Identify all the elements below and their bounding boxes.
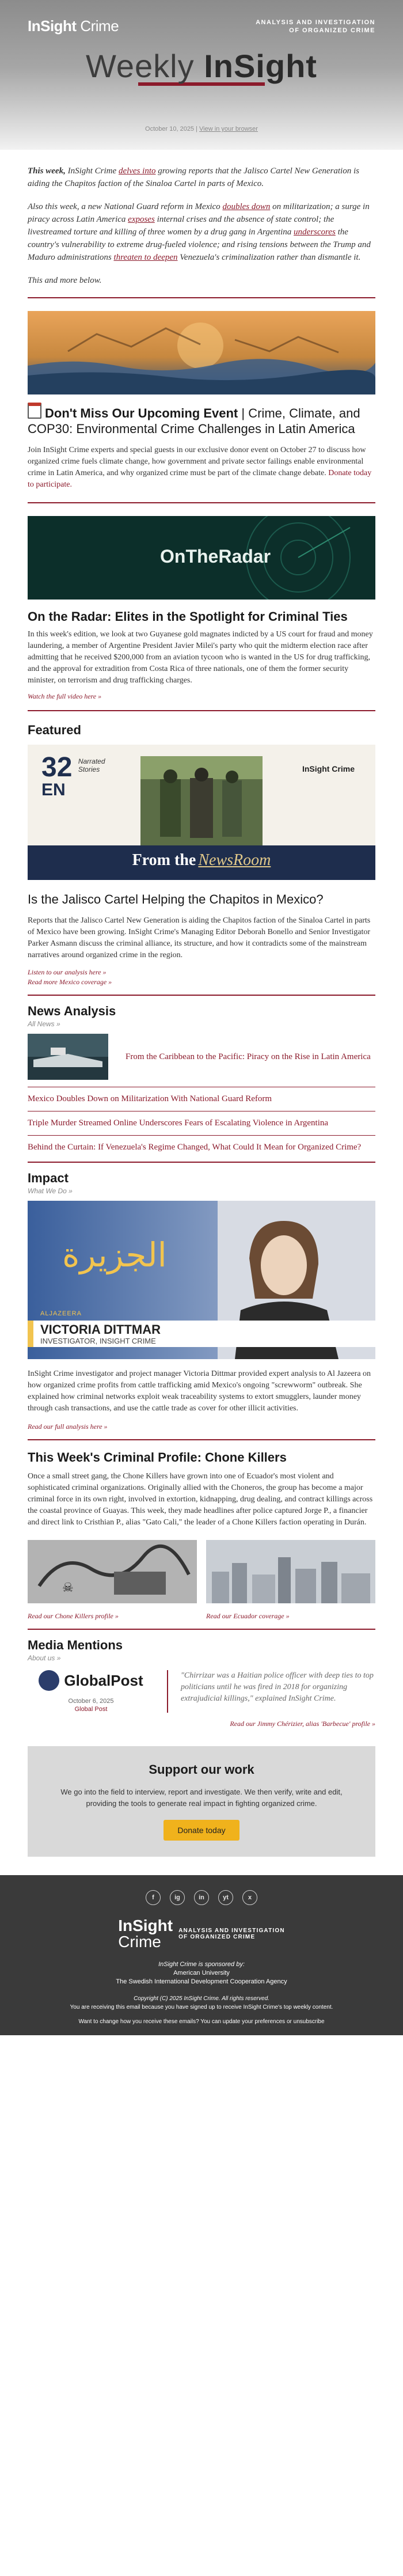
youtube-icon[interactable]: yt — [218, 1890, 233, 1905]
footer-logo-main: InSight — [118, 1917, 173, 1934]
logo-sub: Crime — [80, 17, 119, 35]
profile-images — [28, 1540, 375, 1621]
globalpost-logo — [28, 1670, 154, 1691]
intro-paragraph-2 — [28, 200, 375, 264]
about-us-link[interactable]: About us » — [28, 1654, 61, 1662]
support-box — [28, 1746, 375, 1857]
profile-photo-graffiti — [28, 1540, 197, 1603]
news-item[interactable] — [0, 1087, 403, 1111]
divider — [28, 710, 375, 711]
intro-text: Also this week, a new National Guard reform in Mexico — [28, 202, 220, 211]
featured-body: Reports that the Jalisco Cartel New Generation is aiding the Chapitos faction of the Sinaloa Cartel in parts of Mexico have been growing. InSight Crime's Managing Editor Deborah Bonello and Senior Investigator Parker Asmann discuss the criminal alliance, its structure, and how it contradicts some of the mainstream narratives around organized crime in the region. — [28, 916, 371, 959]
header — [0, 0, 403, 150]
chone-killers-profile-link[interactable]: Read our Chone Killers profile » — [28, 1612, 119, 1620]
divider — [28, 502, 375, 503]
linkedin-icon[interactable]: in — [194, 1890, 209, 1905]
mention-quote: "Chirrizar was a Haitian police officer with deep ties to top politicians until he was fired in 2018 for organizing extrajudicial killings," explained InSight Crime. — [181, 1671, 374, 1703]
profile-body: Once a small street gang, the Chone Killers have grown into one of Ecuador's most violent and sophisticated criminal organizations. Originally allied with the Choneros, the group has become a major criminal force in its own right, involved in extortion, kidnapping, drug dealing, and contract killings across the coastal province of Guayas. This week, they made headlines after police captured Jorge P., a financier and direct link to Cristhian P., alias "Gato Cali," the leader of a Chone Killers faction operating in Durán. — [28, 1472, 373, 1527]
barbecue-profile-link[interactable]: Read our Jimmy Chérizier, alias 'Barbecue' profile » — [230, 1720, 375, 1728]
title-light: Weekly — [86, 48, 195, 84]
preferences-link[interactable]: Want to change how you receive these emails? You can update your preferences or unsubscribe — [78, 2019, 325, 2025]
event-donate-link[interactable]: Donate today to participate. — [28, 469, 372, 489]
media-outlet[interactable] — [28, 1670, 154, 1713]
intro-link-underscores[interactable]: underscores — [294, 227, 336, 237]
sponsors — [28, 1960, 375, 1986]
lower-third-name: VICTORIA DITTMAR — [40, 1322, 161, 1337]
globe-icon — [39, 1670, 59, 1691]
radar-video-link[interactable]: Watch the full video here » — [28, 692, 102, 700]
news-item[interactable] — [0, 1136, 403, 1159]
event-title-light: | Crime, Climate, and COP30: Environmental Crime Challenges in Latin America — [28, 406, 360, 436]
featured-article — [0, 891, 403, 987]
sponsor-name: The Swedish International Development Cooperation Agency — [116, 1978, 287, 1985]
profile-photo-city — [206, 1540, 375, 1603]
quote-rule — [167, 1670, 168, 1713]
intro-text: Venezuela's criminalization rather than dismantle it. — [180, 253, 361, 262]
badge-language: EN — [41, 780, 66, 799]
event-body — [28, 445, 375, 491]
intro-lead: This week, — [28, 166, 66, 176]
event-title[interactable] — [28, 403, 375, 437]
media-mention — [28, 1670, 375, 1713]
intro-link-exposes[interactable]: exposes — [128, 215, 155, 224]
radar-banner-text: OnTheRadar — [160, 546, 271, 567]
banner-newsroom: NewsRoom — [198, 851, 271, 869]
support-body: We go into the field to interview, report and investigate. We then verify, write and edit, providing the tools to generate real impact in fighting organized crime. — [60, 1788, 343, 1808]
event-body-text: Join InSight Crime experts and special guests in our exclusive donor event on October 27 to discuss how organized crime fuels climate change, how government and private sector failings enable environmental crime in Latin America, and why organized crime must be part of the climate change debate. — [28, 446, 366, 477]
event-title-bold: Don't Miss Our Upcoming Event — [45, 406, 238, 420]
divider — [28, 297, 375, 298]
outlet-name: GlobalPost — [64, 1671, 143, 1689]
divider — [28, 1439, 375, 1440]
x-icon[interactable]: x — [242, 1890, 257, 1905]
sponsor-name: American University — [173, 1970, 230, 1976]
badge-label-2: Stories — [78, 765, 100, 773]
svg-text:☠: ☠ — [62, 1581, 74, 1595]
intro — [0, 150, 403, 287]
featured-logo: InSight Crime — [302, 764, 355, 773]
what-we-do-link[interactable]: What We Do » — [28, 1187, 73, 1195]
tagline-line-1: ANALYSIS AND INVESTIGATION — [256, 18, 375, 26]
impact-image[interactable] — [28, 1201, 375, 1359]
event-banner-art — [28, 311, 375, 394]
intro-text: the country's vulnerability to extreme drug-fueled violence; and rising tensions between the Trump and Maduro administrations — [28, 227, 371, 262]
news-item[interactable] — [0, 1111, 403, 1135]
featured-image[interactable] — [28, 745, 375, 880]
sponsor-intro: InSight Crime is sponsored by: — [158, 1961, 245, 1968]
media-section — [0, 1638, 403, 1662]
divider — [28, 995, 375, 996]
instagram-icon[interactable]: ig — [170, 1890, 185, 1905]
newsroom-banner — [28, 851, 375, 870]
radar-title[interactable]: On the Radar: Elites in the Spotlight for Criminal Ties — [28, 609, 348, 624]
featured-listen-link[interactable]: Listen to our analysis here » — [28, 968, 107, 976]
intro-link-delves[interactable]: delves into — [118, 166, 156, 176]
social-links — [28, 1890, 375, 1905]
news-item-link[interactable]: Mexico Doubles Down on Militarization With National Guard Reform — [28, 1094, 272, 1103]
profile-section — [0, 1450, 403, 1528]
impact-body: InSight Crime investigator and project manager Victoria Dittmar provided expert analysis to Al Jazeera on how organized crime profits from cattle trafficking amid Mexico's ongoing "screwworm" outbreak. She explained how criminal networks exploit weak traceability systems to extort smugglers, launder money through cash transactions, and use the cattle trade as cover for other illicit activities. — [28, 1369, 371, 1413]
divider — [28, 1629, 375, 1630]
news-heading: News Analysis — [28, 1004, 116, 1018]
radar-section — [0, 609, 403, 701]
news-item-thumbnail — [28, 1034, 108, 1080]
intro-text: growing reports that the Jalisco Cartel New Generation is aiding the Chapitos faction of the Sinaloa Cartel in parts of Mexico. — [28, 166, 359, 188]
aljazeera-logo: الجزيرة — [62, 1235, 167, 1274]
impact-heading: Impact — [28, 1171, 69, 1185]
intro-paragraph-1 — [28, 165, 375, 190]
subscription-reason: You are receiving this email because you have signed up to receive InSight Crime's top weekly content. — [70, 2004, 333, 2010]
dateline: October 10, 2025 | View in your browser — [145, 126, 258, 132]
title-bold: InSight — [204, 48, 317, 84]
tagline-line-2: OF ORGANIZED CRIME — [289, 26, 375, 34]
all-news-link[interactable]: All News » — [28, 1020, 60, 1028]
news-section — [0, 1004, 403, 1028]
featured-mexico-link[interactable]: Read more Mexico coverage » — [28, 978, 112, 986]
ecuador-coverage-link[interactable]: Read our Ecuador coverage » — [206, 1612, 290, 1620]
event-section — [0, 403, 403, 491]
footer-tagline-2: OF ORGANIZED CRIME — [178, 1934, 256, 1940]
footer — [0, 1875, 403, 2035]
lower-third — [28, 1321, 375, 1347]
footer-legal — [28, 1994, 375, 2012]
banner-from: From the — [132, 851, 196, 869]
event-banner-image[interactable] — [28, 311, 375, 394]
support-heading: Support our work — [149, 1762, 254, 1777]
news-item-link[interactable]: Behind the Curtain: If Venezuela's Regime Changed, What Could It Mean for Organized Crime? — [28, 1143, 362, 1152]
featured-heading: Featured — [28, 723, 81, 737]
header-tagline — [256, 18, 375, 35]
intro-link-threaten[interactable]: threaten to deepen — [113, 253, 178, 262]
media-link-row — [0, 1718, 403, 1729]
news-item-link[interactable]: From the Caribbean to the Pacific: Piracy on the Rise in Latin America — [126, 1052, 371, 1061]
impact-analysis-link[interactable]: Read our full analysis here » — [28, 1422, 108, 1431]
mention-source: Global Post — [74, 1706, 108, 1713]
donate-button[interactable]: Donate today — [164, 1820, 239, 1841]
intro-text: InSight Crime — [67, 166, 117, 176]
impact-section — [0, 1171, 403, 1195]
footer-tagline-1: ANALYSIS AND INVESTIGATION — [178, 1928, 285, 1934]
news-item-link[interactable]: Triple Murder Streamed Online Underscores Fears of Escalating Violence in Argentina — [28, 1118, 329, 1128]
badge-label-1: Narrated — [78, 757, 105, 765]
logo-main: InSight — [28, 17, 77, 35]
aljazeera-wordmark: ALJAZEERA — [40, 1310, 82, 1317]
facebook-icon[interactable]: f — [146, 1890, 161, 1905]
featured-title[interactable]: Is the Jalisco Cartel Helping the Chapitos in Mexico? — [28, 892, 324, 906]
intro-link-doubles-down[interactable]: doubles down — [222, 202, 271, 211]
profile-card[interactable] — [28, 1540, 197, 1621]
footer-logo[interactable] — [28, 1918, 375, 1950]
divider — [28, 1162, 375, 1163]
view-in-browser-link[interactable]: View in your browser — [199, 126, 258, 132]
logo[interactable] — [28, 17, 119, 35]
news-item-featured[interactable] — [28, 1034, 375, 1080]
footer-logo-sub: Crime — [118, 1933, 161, 1951]
lower-third-role: INVESTIGATOR, INSIGHT CRIME — [40, 1337, 156, 1345]
copyright: Copyright (C) 2025 InSight Crime. All rights reserved. — [134, 1995, 269, 2002]
issue-date: October 10, 2025 — [145, 126, 195, 132]
mention-date: October 6, 2025 — [68, 1698, 114, 1705]
profile-title[interactable]: This Week's Criminal Profile: Chone Killers — [28, 1450, 287, 1465]
intro-paragraph-3: This and more below. — [28, 276, 102, 285]
radar-banner-image[interactable] — [28, 516, 375, 600]
calendar-icon — [28, 403, 41, 419]
featured-section — [0, 723, 403, 738]
profile-card[interactable] — [206, 1540, 375, 1621]
intro-text: on militarization; a surge in piracy across Latin America — [28, 202, 370, 224]
badge-number: 32 — [41, 752, 73, 783]
impact-article — [0, 1368, 403, 1431]
newsletter-title — [0, 47, 403, 86]
radar-body: In this week's edition, we look at two Guyanese gold magnates indicted by a US court for fraud and money laundering, a member of Argentine President Javier Milei's party who quit the midterm election race after admitting that he received $200,000 from an aviation tycoon who is wanted in the US for drug trafficking, and the approval for extradition from Costa Rica of three nationals, one of them the former security minister, on terrorism and drug trafficking charges. — [28, 630, 373, 685]
intro-text: internal crises and the absence of state control; the livestreamed torture and killing of three women by a drug gang in Argentina — [28, 215, 334, 237]
media-heading: Media Mentions — [28, 1638, 123, 1652]
